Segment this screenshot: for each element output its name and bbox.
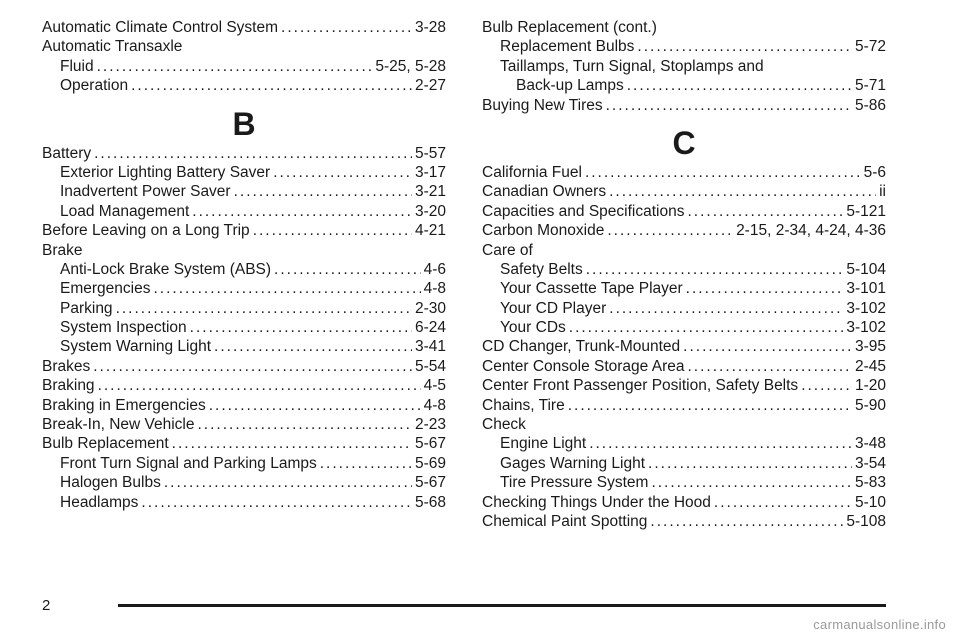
index-entry [482,241,886,260]
index-entry [482,415,886,434]
dot-leader [234,182,412,201]
index-entry [482,493,886,512]
dot-leader [589,434,852,453]
dot-leader [209,396,421,415]
dot-leader [214,337,412,356]
index-subentry [42,279,446,298]
index-entry [482,221,886,240]
watermark: carmanualsonline.info [813,617,946,632]
entry-page-ref: 5-25, 5-28 [375,57,446,75]
index-entry [42,221,446,240]
dot-leader [606,96,852,115]
entry-label: System Inspection [60,319,187,337]
entry-label: Halogen Bulbs [60,474,161,492]
entry-page-ref: 3-102 [846,299,886,317]
entry-label: Brakes [42,357,91,375]
entry-page-ref: 2-30 [414,299,446,317]
dot-leader [585,163,861,182]
dot-leader [683,337,852,356]
index-subentry [42,202,446,221]
dot-leader [190,318,412,337]
entry-label: Taillamps, Turn Signal, Stoplamps and [500,57,764,75]
dot-leader [141,493,412,512]
index-entry [42,357,446,376]
entry-page-ref: 5-54 [414,357,446,375]
index-subentry [42,163,446,182]
index-entry [482,96,886,115]
entry-page-ref: 5-68 [414,493,446,511]
entry-page-ref: 3-20 [414,202,446,220]
entry-page-ref: 3-28 [414,19,446,36]
dot-leader [609,299,843,318]
dot-leader [273,163,412,182]
section-letter: B [232,105,256,142]
entry-label: Engine Light [500,435,587,453]
index-entry [482,337,886,356]
entry-page-ref: ii [879,183,886,201]
index-entry [482,357,886,376]
entry-label: Bulb Replacement (cont.) [482,19,657,36]
index-entry [42,434,446,453]
index-subentry [482,279,886,298]
dot-leader [648,454,852,473]
entry-page-ref: 5-83 [854,474,886,492]
index-entry [482,512,886,531]
dot-leader [687,357,851,376]
dot-leader [650,512,843,531]
entry-page-ref: 4-21 [414,222,446,240]
dot-leader [116,299,412,318]
entry-label: Chemical Paint Spotting [482,512,648,530]
index-entry [482,376,886,395]
entry-page-ref: 6-24 [414,319,446,337]
entry-label: Center Console Storage Area [482,357,685,375]
entry-label: Buying New Tires [482,96,603,114]
entry-label: Front Turn Signal and Parking Lamps [60,454,317,472]
index-subentry [482,434,886,453]
entry-page-ref: 5-6 [863,163,886,181]
dot-leader [609,182,876,201]
entry-label: CD Changer, Trunk-Mounted [482,338,681,356]
index-entry [42,18,446,37]
index-subentry [482,473,886,492]
index-entry [42,37,446,56]
entry-page-ref: 3-95 [854,338,886,356]
entry-page-ref: 5-71 [854,77,886,95]
index-subentry [42,299,446,318]
entry-page-ref: 2-27 [414,77,446,95]
entry-label: Check [482,416,526,434]
index-subentry [42,337,446,356]
entry-page-ref: 3-21 [414,183,446,201]
entry-page-ref: 5-86 [854,96,886,114]
index-subentry [482,318,886,337]
entry-page-ref: 3-41 [414,338,446,356]
entry-page-ref: 5-67 [414,474,446,492]
entry-label: Headlamps [60,493,139,511]
entry-label: Automatic Climate Control System [42,19,279,36]
entry-page-ref: 4-6 [423,260,446,278]
entry-page-ref: 2-15, 2-34, 4-24, 4-36 [736,222,886,240]
dot-leader [320,454,412,473]
entry-page-ref: 3-54 [854,454,886,472]
index-subentry [42,318,446,337]
entry-label: Brake [42,241,83,259]
index-subentry [42,76,446,95]
index-subentry [482,76,886,95]
dot-leader [93,357,412,376]
entry-label: Back-up Lamps [516,77,624,95]
entry-page-ref: 5-108 [846,512,886,530]
index-entry [42,415,446,434]
dot-leader [568,396,852,415]
entry-page-ref: 5-72 [854,38,886,56]
entry-page-ref: 5-104 [846,260,886,278]
entry-page-ref: 2-23 [414,416,446,434]
dot-leader [801,376,852,395]
entry-page-ref: 4-5 [423,377,446,395]
dot-leader [98,376,421,395]
dot-leader [131,76,412,95]
index-subentry [482,37,886,56]
entry-label: Fluid [60,57,94,75]
entry-page-ref: 5-67 [414,435,446,453]
index-subentry [482,299,886,318]
entry-label: Anti-Lock Brake System (ABS) [60,260,272,278]
entry-label: System Warning Light [60,338,212,356]
index-entry [482,18,886,37]
entry-label: Checking Things Under the Hood [482,493,711,511]
index-entry [482,163,886,182]
entry-label: Braking [42,377,95,395]
entry-label: California Fuel [482,163,582,181]
entry-page-ref: 5-69 [414,454,446,472]
page-number: 2 [42,597,51,614]
index-entry [42,376,446,395]
entry-page-ref: 3-101 [846,280,886,298]
entry-label: Battery [42,144,92,162]
entry-label: Bulb Replacement [42,435,169,453]
section-letter: C [672,124,696,161]
entry-label: Your Cassette Tape Player [500,280,683,298]
index-subentry [42,57,446,76]
entry-page-ref: 4-8 [423,280,446,298]
dot-leader [164,473,412,492]
entry-label: Before Leaving on a Long Trip [42,222,250,240]
entry-page-ref: 1-20 [854,377,886,395]
index-subentry [482,260,886,279]
entry-label: Load Management [60,202,190,220]
entry-label: Parking [60,299,113,317]
dot-leader [97,57,373,76]
dot-leader [94,144,412,163]
index-subentry [42,493,446,512]
entry-label: Your CD Player [500,299,607,317]
index-subentry [482,57,886,76]
entry-label: Gages Warning Light [500,454,646,472]
dot-leader [281,18,412,37]
index-subentry [42,454,446,473]
entry-page-ref: 5-57 [414,144,446,162]
entry-label: Break-In, New Vehicle [42,416,195,434]
entry-page-ref: 4-8 [423,396,446,414]
entry-label: Carbon Monoxide [482,222,605,240]
footer-rule [118,604,886,607]
index-entry [482,396,886,415]
index-subentry [42,473,446,492]
entry-page-ref: 5-90 [854,396,886,414]
index-entry [482,182,886,201]
index-subentry [42,182,446,201]
dot-leader [586,260,844,279]
entry-page-ref: 3-102 [846,319,886,337]
index-entry [42,144,446,163]
entry-label: Tire Pressure System [500,474,649,492]
entry-label: Operation [60,77,129,95]
dot-leader [153,279,420,298]
entry-label: Inadvertent Power Saver [60,183,231,201]
entry-label: Replacement Bulbs [500,38,635,56]
entry-label: Care of [482,241,533,259]
entry-label: Safety Belts [500,260,583,278]
entry-page-ref: 3-17 [414,163,446,181]
index-entry [482,202,886,221]
entry-page-ref: 3-48 [854,435,886,453]
entry-label: Chains, Tire [482,396,565,414]
index-column-left [42,18,446,512]
dot-leader [637,37,852,56]
dot-leader [274,260,421,279]
entry-label: Canadian Owners [482,183,607,201]
dot-leader [651,473,852,492]
entry-page-ref: 2-45 [854,357,886,375]
dot-leader [607,221,733,240]
index-subentry [482,454,886,473]
index-entry [42,396,446,415]
entry-page-ref: 5-121 [846,202,886,220]
dot-leader [172,434,412,453]
dot-leader [686,279,844,298]
dot-leader [253,221,412,240]
entry-label: Braking in Emergencies [42,396,206,414]
index-entry [42,241,446,260]
entry-label: Center Front Passenger Position, Safety Belts [482,377,799,395]
dot-leader [192,202,412,221]
dot-leader [198,415,412,434]
entry-page-ref: 5-10 [854,493,886,511]
entry-label: Capacities and Specifications [482,202,685,220]
dot-leader [569,318,844,337]
dot-leader [714,493,852,512]
index-column-right [482,18,886,531]
entry-label: Automatic Transaxle [42,38,183,56]
entry-label: Emergencies [60,280,151,298]
entry-label: Your CDs [500,319,566,337]
index-subentry [42,260,446,279]
entry-label: Exterior Lighting Battery Saver [60,163,271,181]
dot-leader [687,202,843,221]
dot-leader [627,76,852,95]
